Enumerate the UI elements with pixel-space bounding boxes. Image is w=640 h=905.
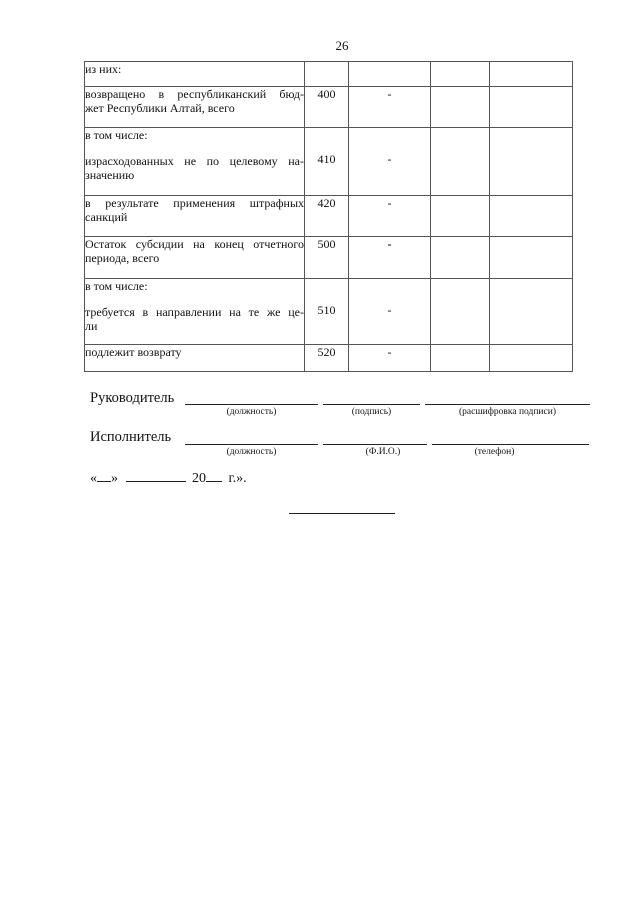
head-signature-title: Руководитель: [90, 390, 175, 406]
empty-cell: [490, 196, 573, 237]
executor-position-line: [185, 444, 318, 445]
table-row: [85, 196, 573, 237]
empty-cell: [431, 345, 490, 372]
row-value: -: [349, 279, 431, 345]
row-value: -: [349, 196, 431, 237]
row-value: [349, 62, 431, 87]
empty-cell: [490, 237, 573, 279]
row-code: 510: [305, 279, 349, 345]
executor-position-caption: (должность): [226, 447, 277, 457]
executor-signature-title: Исполнитель: [90, 429, 172, 445]
row-code: 420: [305, 196, 349, 237]
head-name-line: [425, 404, 590, 405]
empty-cell: [431, 62, 490, 87]
row-label-line: значению: [85, 168, 135, 182]
empty-cell: [431, 279, 490, 345]
year-prefix: 20: [192, 471, 206, 486]
row-label-line: в результате применения штрафных: [85, 196, 304, 210]
table-row: [85, 62, 573, 87]
head-name-caption: (расшифровка подписи): [459, 407, 556, 417]
date-line: [90, 471, 247, 487]
executor-phone-line: [432, 444, 589, 445]
row-label-line: жет Республики Алтай, всего: [85, 101, 235, 115]
empty-cell: [431, 128, 490, 196]
row-label: [85, 128, 305, 196]
empty-cell: [490, 345, 573, 372]
page-number: 26: [335, 38, 349, 53]
head-signature-line: [323, 404, 420, 405]
row-label-line: требуется в направлении на те же це-: [85, 305, 304, 319]
footer-rule: [289, 513, 395, 514]
executor-fio-line: [323, 444, 427, 445]
empty-cell: [431, 196, 490, 237]
row-value: -: [349, 128, 431, 196]
row-label: [85, 62, 305, 87]
empty-cell: [490, 279, 573, 345]
table-row: [85, 345, 573, 372]
executor-fio-caption: (Ф.И.О.): [365, 447, 401, 457]
row-label-line: возвращено в республиканский бюд-: [85, 87, 304, 101]
table-row: [85, 87, 573, 128]
empty-cell: [431, 87, 490, 128]
row-code: 400: [305, 87, 349, 128]
row-label-line: периода, всего: [85, 251, 160, 265]
month-blank: [126, 481, 186, 482]
row-label: [85, 237, 305, 279]
row-label-line: из них:: [85, 62, 122, 76]
row-value: -: [349, 345, 431, 372]
head-position-line: [185, 404, 318, 405]
row-label-line: санкций: [85, 210, 128, 224]
row-label-pre: в том числе:: [85, 128, 148, 142]
row-label-pre: в том числе:: [85, 279, 148, 293]
row-code: [305, 62, 349, 87]
row-label: [85, 196, 305, 237]
report-table: [84, 61, 573, 372]
date-suffix: г.».: [228, 471, 247, 486]
date-open-quote: «: [90, 471, 97, 486]
day-blank: [97, 481, 111, 482]
empty-cell: [490, 62, 573, 87]
row-code: 410: [305, 128, 349, 196]
row-label: [85, 87, 305, 128]
empty-cell: [490, 87, 573, 128]
date-close-quote: »: [111, 471, 118, 486]
row-value: -: [349, 237, 431, 279]
row-label-line: ли: [85, 319, 98, 333]
row-value: -: [349, 87, 431, 128]
year-blank: [206, 481, 222, 482]
row-code: 520: [305, 345, 349, 372]
row-label-line: Остаток субсидии на конец отчетного: [85, 237, 304, 251]
row-label-line: израсходованных не по целевому на-: [85, 154, 304, 168]
empty-cell: [490, 128, 573, 196]
empty-cell: [431, 237, 490, 279]
executor-phone-caption: (телефон): [474, 447, 515, 457]
table-row: [85, 279, 573, 345]
table-row: [85, 237, 573, 279]
row-label-line: подлежит возврату: [85, 345, 182, 359]
row-label: [85, 279, 305, 345]
table-row: [85, 128, 573, 196]
row-label: [85, 345, 305, 372]
head-signature-caption: (подпись): [351, 407, 392, 417]
head-position-caption: (должность): [226, 407, 277, 417]
row-code: 500: [305, 237, 349, 279]
